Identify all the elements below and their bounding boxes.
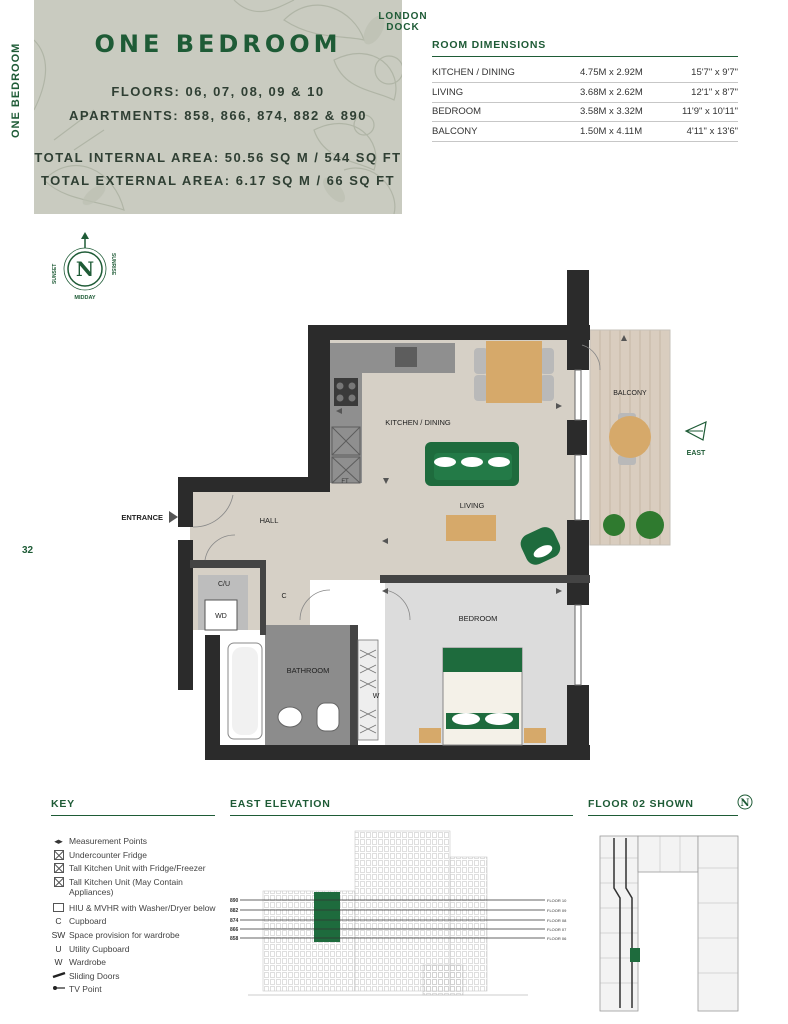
wardrobe [358, 640, 378, 740]
table-row [432, 122, 738, 142]
bedroom-label: BEDROOM [458, 614, 498, 623]
elevation-apartment-label: 874 [230, 918, 239, 924]
balcony-label: BALCONY [613, 390, 647, 397]
key-item-text: Undercounter Fridge [69, 849, 147, 860]
measurement-points-icon: ◂▸ [54, 836, 63, 846]
north-letter: N [740, 798, 750, 809]
bathroom-label: BATHROOM [286, 666, 330, 675]
tall-fridge-freezer-icon [54, 863, 64, 873]
key-symbol: U [55, 943, 62, 954]
key-item-text: Tall Kitchen Unit with Fridge/Freezer [69, 863, 206, 874]
list-item [51, 916, 226, 930]
undercounter-fridge-icon [54, 850, 64, 860]
key-item-text: Space provision for wardrobe [69, 929, 180, 940]
room-metric: 4.75M x 2.92M [580, 63, 670, 83]
room-imperial: 11'9" x 10'11" [670, 102, 738, 122]
elevation-title: EAST ELEVATION [230, 798, 331, 810]
compass-sunset: SUNSET [52, 263, 58, 284]
tv-point-icon [52, 984, 66, 992]
apartments-text: APARTMENTS: 858, 866, 874, 882 & 890 [69, 108, 367, 123]
room-name: KITCHEN / DINING [432, 63, 580, 83]
list-item [51, 957, 226, 971]
elevation-rule [230, 815, 573, 816]
compass-letter: N [75, 257, 95, 281]
key-item-text: Cupboard [69, 916, 107, 927]
floor-plan [0, 215, 788, 785]
key-item-text: Tall Kitchen Unit (May Contain Appliances) [69, 876, 183, 897]
elevation-apartment-label: 866 [230, 927, 239, 933]
room-imperial: 15'7" x 9'7" [670, 63, 738, 83]
elevation-floor-label: FLOOR 06 [547, 936, 567, 941]
sliding-doors-icon [52, 971, 66, 979]
list-item [51, 903, 226, 917]
elevation-floor-label: FLOOR 09 [547, 908, 567, 913]
room-metric: 1.50M x 4.11M [580, 122, 670, 142]
list-item [51, 930, 226, 944]
list-item [51, 877, 226, 903]
page-number: 32 [22, 545, 34, 556]
floor-keyplan [590, 828, 750, 1018]
room-dimensions-title: ROOM DIMENSIONS [432, 39, 547, 51]
vertical-title: ONE BEDROOM [10, 42, 22, 138]
table-row [432, 102, 738, 122]
entrance-arrow-icon [169, 511, 178, 523]
list-item [51, 971, 226, 985]
coffee-table [446, 515, 496, 541]
room-imperial: 4'11" x 13'6" [670, 122, 738, 142]
list-item [51, 863, 226, 877]
floor-shown-title: FLOOR 02 SHOWN [588, 798, 694, 810]
compass-sunrise: SUNRISE [110, 253, 116, 276]
table-row [432, 83, 738, 103]
wd-label: WD [215, 613, 227, 620]
key-item-text: Wardrobe [69, 957, 107, 968]
room-name: BALCONY [432, 122, 580, 142]
key-symbol: W [54, 957, 63, 968]
key-item-text: Measurement Points [69, 836, 147, 846]
living-label: LIVING [459, 501, 485, 510]
wardrobe-label: W [372, 693, 380, 700]
east-elevation-drawing [228, 825, 573, 1020]
list-item [51, 850, 226, 864]
elevation-floor-label: FLOOR 08 [547, 918, 567, 923]
kitchen-dining-label: KITCHEN / DINING [385, 418, 451, 427]
cu-label: C/U [217, 581, 231, 588]
key-item-text: Utility Cupboard [69, 943, 130, 954]
elevation-floor-label: FLOOR 07 [547, 927, 567, 932]
dining-table [474, 341, 554, 403]
external-area-text: TOTAL EXTERNAL AREA: 6.17 SQ M / 66 SQ FT [40, 173, 396, 188]
room-imperial: 12'1" x 8'7" [670, 83, 738, 103]
development-name: LONDON DOCK [378, 11, 428, 33]
ft-label: FT [341, 479, 349, 485]
compass [52, 232, 116, 301]
hall-label: HALL [259, 516, 279, 525]
east-label: EAST [686, 450, 706, 457]
room-metric: 3.68M x 2.62M [580, 83, 670, 103]
list-item [51, 836, 226, 850]
room-name: BEDROOM [432, 102, 580, 122]
cupboard-label: C [281, 593, 287, 600]
elevation-apartment-label: 858 [230, 936, 239, 942]
compass-midday: MIDDAY [74, 295, 96, 301]
internal-area-text: TOTAL INTERNAL AREA: 50.56 SQ M / 544 SQ FT [34, 150, 402, 165]
elevation-floor-label: FLOOR 10 [547, 898, 567, 903]
room-name: LIVING [432, 83, 580, 103]
elevation-apartment-label: 890 [230, 898, 239, 904]
north-icon [735, 792, 755, 812]
list-item [51, 944, 226, 958]
room-metric: 3.58M x 3.32M [580, 102, 670, 122]
elevation-apartment-label: 882 [230, 908, 239, 914]
room-dimensions-table [432, 63, 738, 142]
key-item-text: Sliding Doors [69, 970, 120, 981]
key-symbol: C [55, 916, 62, 927]
key-item-text: TV Point [69, 984, 102, 995]
key-rule [51, 815, 215, 816]
key-title: KEY [51, 798, 75, 810]
floors-text: FLOORS: 06, 07, 08, 09 & 10 [111, 84, 325, 99]
table-row [432, 63, 738, 83]
room-dimensions-rule [432, 56, 738, 57]
page-title: ONE BEDROOM [94, 30, 342, 58]
east-marker-icon [686, 422, 706, 440]
key-symbol: SW [51, 929, 66, 940]
sofa [425, 442, 519, 486]
key-list [51, 836, 226, 998]
key-item-text: HIU & MVHR with Washer/Dryer below [69, 902, 216, 913]
tall-kitchen-unit-icon [54, 877, 64, 887]
hiu-mvhr-icon [53, 903, 64, 912]
entrance-label: ENTRANCE [121, 513, 163, 522]
list-item [51, 984, 226, 998]
floor-shown-rule [588, 815, 738, 816]
